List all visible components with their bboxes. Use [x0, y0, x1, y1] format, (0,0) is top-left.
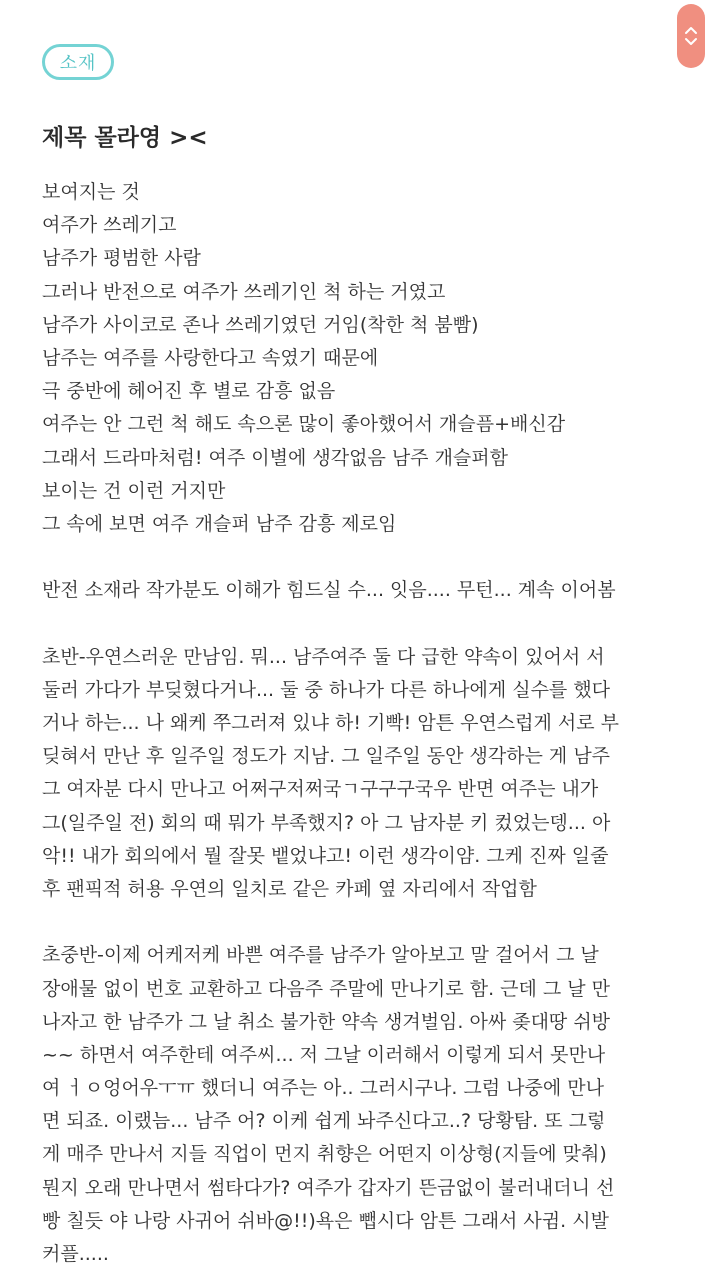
text-line: 극 중반에 헤어진 후 별로 감흥 없음 — [42, 380, 336, 403]
post-body — [42, 176, 696, 1271]
text-line: 그(일주일 전) 회의 때 뭐가 부족했지? 아 그 남자분 키 컸었는뎅... 아 — [42, 811, 611, 834]
chevron-up-icon[interactable] — [684, 25, 698, 35]
chevron-down-icon[interactable] — [684, 37, 698, 47]
post-title: 제목 몰라영 >< — [42, 125, 208, 151]
text-line: 그 여자분 다시 만나고 어쩌구저쩌국ㄱ구구구국우 반면 여주는 내가 — [42, 778, 599, 801]
text-line: 딪혀서 만난 후 일주일 정도가 지남. 그 일주일 동안 생각하는 게 남주 — [42, 745, 611, 768]
text-line: 반전 소재라 작가분도 이해가 힘드실 수... 잇음.... 무턴... 계속 이어봄 — [42, 579, 616, 602]
text-line: 빵 칠듯 야 나랑 사귀어 쉬바@!!)욕은 뺍시다 암튼 그래서 사귐. 시발 — [42, 1209, 609, 1232]
text-line: 초중반-이제 어케저케 바쁜 여주를 남주가 알아보고 말 걸어서 그 날 — [42, 944, 599, 967]
paragraph-gap — [42, 607, 696, 640]
text-line: 여주가 쓰레기고 — [42, 214, 177, 237]
paragraph — [42, 574, 696, 607]
category-tag[interactable] — [42, 44, 114, 80]
text-line: 후 팬픽적 허용 우연의 일치로 같은 카페 옆 자리에서 작업함 — [42, 877, 537, 900]
text-line: 여주는 안 그런 척 해도 속으론 많이 좋아했어서 개슬픔+배신감 — [42, 413, 566, 436]
text-line: 보여지는 것 — [42, 181, 140, 203]
text-line: 남주가 사이코로 존나 쓰레기였던 거임(착한 척 붐빰) — [42, 313, 479, 336]
text-line: 커플..... — [42, 1243, 109, 1265]
text-line: 여 ㅓㅇ엉어우ㅜㅠ 했더니 여주는 아.. 그러시구나. 그럼 나중에 만나 — [42, 1077, 604, 1100]
text-line: 그러나 반전으로 여주가 쓰레기인 척 하는 거였고 — [42, 280, 446, 303]
paragraph — [42, 939, 696, 1271]
text-line: 그 속에 보면 여주 개슬퍼 남주 감흥 제로임 — [42, 512, 397, 535]
paragraph — [42, 641, 696, 907]
text-line: 장애물 없이 번호 교환하고 다음주 주말에 만나기로 함. 근데 그 날 만 — [42, 977, 611, 1000]
text-line: 뭔지 오래 만나면서 썸타다가? 여주가 갑자기 뜬금없이 불러내더니 선 — [42, 1176, 615, 1199]
text-line: 게 매주 만나서 지들 직업이 먼지 취향은 어떤지 이상형(지들에 맞춰) — [42, 1143, 607, 1166]
text-line: 거나 하는... 나 왜케 쭈그러져 있냐 하! 기빡! 암튼 우연스럽게 서로 부 — [42, 712, 619, 734]
text-line: ~~ 하면서 여주한테 여주씨... 저 그날 이러해서 이렇게 되서 못만나 — [42, 1043, 606, 1066]
text-line: 초반-우연스러운 만남임. 뭐... 남주여주 둘 다 급한 약속이 있어서 서 — [42, 645, 605, 668]
text-line: 악!! 내가 회의에서 뭘 잘못 뱉었냐고! 이런 생각이얌. 그케 진짜 일줄 — [42, 844, 609, 867]
category-tag-label: 소재 — [59, 53, 97, 74]
paragraph — [42, 176, 696, 541]
text-line: 면 되죠. 이랬늠... 남주 어? 이케 쉽게 놔주신다고..? 당황탐. 또 그렇 — [42, 1110, 606, 1133]
text-line: 그래서 드라마처럼! 여주 이별에 생각없음 남주 개슬퍼함 — [42, 446, 508, 469]
paragraph-gap — [42, 541, 696, 574]
paragraph-gap — [42, 906, 696, 939]
text-line: 보이는 건 이런 거지만 — [42, 479, 226, 502]
text-line: 나자고 한 남주가 그 날 취소 불가한 약속 생겨벌임. 아싸 좆대땅 쉬방 — [42, 1010, 611, 1033]
text-line: 남주는 여주를 사랑한다고 속였기 때문에 — [42, 346, 379, 369]
scroll-control[interactable] — [677, 4, 705, 68]
text-line: 둘러 가다가 부딪혔다거나... 둘 중 하나가 다른 하나에게 실수를 했다 — [42, 678, 611, 701]
text-line: 남주가 평범한 사람 — [42, 247, 201, 270]
